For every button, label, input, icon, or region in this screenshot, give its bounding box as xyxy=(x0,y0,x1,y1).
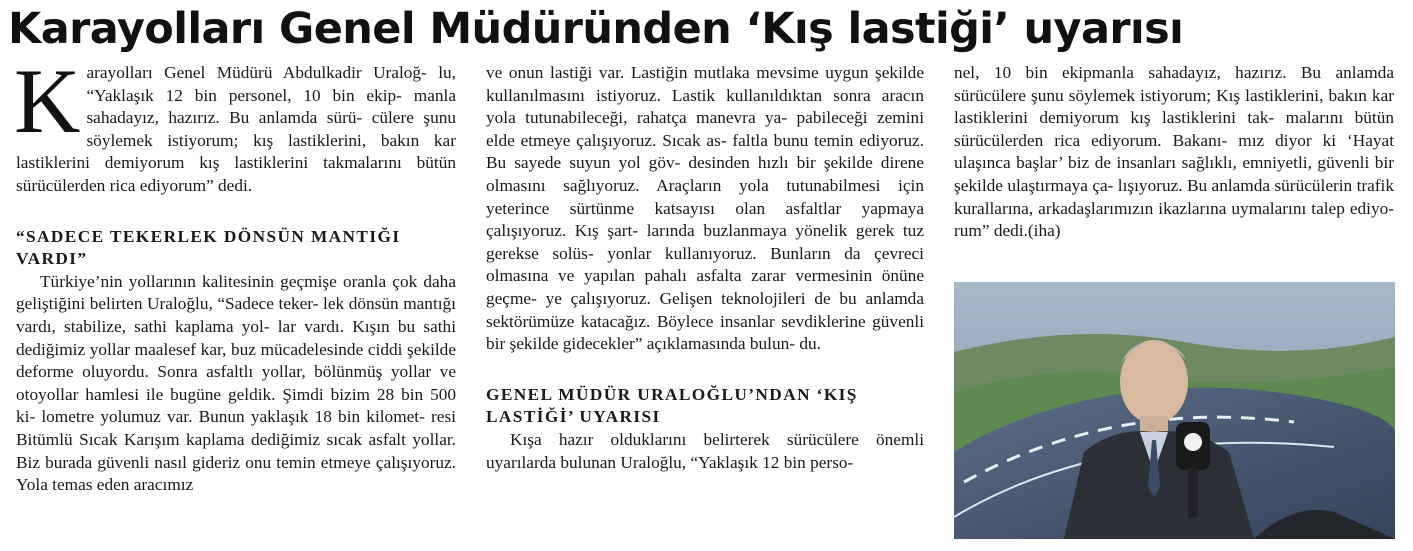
body-paragraph-column-3: nel, 10 bin ekipmanla sahadayız, hazırız. Bu anlamda sürücülere şunu söylemek istiyorum; Kış lastiklerini, bakın kar lastiklerini demiyorum kış lastiklerini tak- malarını bütün sürücülerden rica ediyorum. Bakanı- mız diyor ki ‘Hayat ulaşınca başlar’ biz de insanları sağlıklı, emniyetli, güvenli bir şekilde ulaştırmaya ça- lışıyoruz. Bu anlamda sürücülerin trafik kurallarına, arkadaşlarımızın ikazlarına uymalarını talep ediyo- rum” dedi.(iha) xyxy=(954,63,1394,241)
subheading-1: “SADECE TEKERLEK DÖNSÜN MANTIĞI VARDI” xyxy=(16,226,401,269)
body-paragraph-2: Kışa hazır olduklarını belirterek sürücülere önemli uyarılarda bulunan Uraloğlu, “Yaklaşık 12 bin perso- xyxy=(486,429,924,472)
subheading-2: GENEL MÜDÜR URALOĞLU’NDAN ‘KIŞ LASTİĞİ’ UYARISI xyxy=(486,384,858,427)
intro-text: arayolları Genel Müdürü Abdulkadir Uraloğ- lu, “Yaklaşık 12 bin personel, 10 bin ekip- manla sahadayız, hazırız. Bu anlamda sürü- cülere şunu söylemek istiyorum; kış lastiklerini, bakın kar lastiklerini demiyorum kış lastiklerini takmalarını bütün sürücülerden rica ediyorum” dedi. xyxy=(16,63,456,195)
photo-illustration xyxy=(954,282,1395,539)
intro-paragraph xyxy=(14,50,456,198)
body-paragraph-column-2: ve onun lastiği var. Lastiğin mutlaka mevsime uygun şekilde kullanılmasını istiyoruz. Lastik kullanıldıktan sonra aracın yola tutunabileceği, rahatça manevra ya- pabileceği zemini elde etmeye çalışıyoruz. Sıcak as- faltla bunu temin ediyoruz. Bu sayede suyun yol göv- desinden hızlı bir şekilde direne olmasını sağlıyoruz. Araçların yola tutunabilmesi için yeterince sürtünme katsayısı olan asfaltlar yapmaya çalışıyoruz. Kış şart- larında buzlanmaya yönelik gerek tuz gerekse solüs- yonlar kullanıyoruz. Bunların da çevreci olmasına ve yapılan pahalı asfalta zarar vermesinin önüne geçme- ye çalışıyoruz. Gelişen teknolojileri de bu anlamda sektörümüze katacağız. Böylece insanlar sevdiklerine güvenli bir şekilde gidecekler” açıklamasında bulun- du. xyxy=(486,63,924,354)
drop-cap: K xyxy=(14,50,81,152)
headline: Karayolları Genel Müdüründen ‘Kış lastiği’ uyarısı xyxy=(8,4,1184,54)
article-column-2 xyxy=(486,62,924,474)
body-paragraph-1: Türkiye’nin yollarının kalitesinin geçmişe oranla çok daha geliştiğini belirten Uraloğlu, “Sadece teker- lek dönsün mantığı vardı, stabilize, sathi kaplama yol- lar vardı. Kışın bu sathi dediğimiz yollar maalesef kar, buz mücadelesinde ciddi şekilde deforme oluyordu. Sonra asfaltlı yollar, bölünmüş yollar ve otoyollar hamlesi ile bugüne geldik. Şimdi bizim 28 bin 500 ki- lometre yolumuz var. Bunun yaklaşık 18 bin kilomet- resi Bitümlü Sıcak Karışım kaplama dediğimiz sıcak asfalt yollar. Biz burada güvenli nasıl gideriz onu temin etmeye çalışıyoruz. Yola temas eden aracımız xyxy=(16,271,456,495)
article-photo xyxy=(954,282,1395,539)
article-column-1 xyxy=(14,50,456,497)
article-column-3 xyxy=(954,62,1394,243)
